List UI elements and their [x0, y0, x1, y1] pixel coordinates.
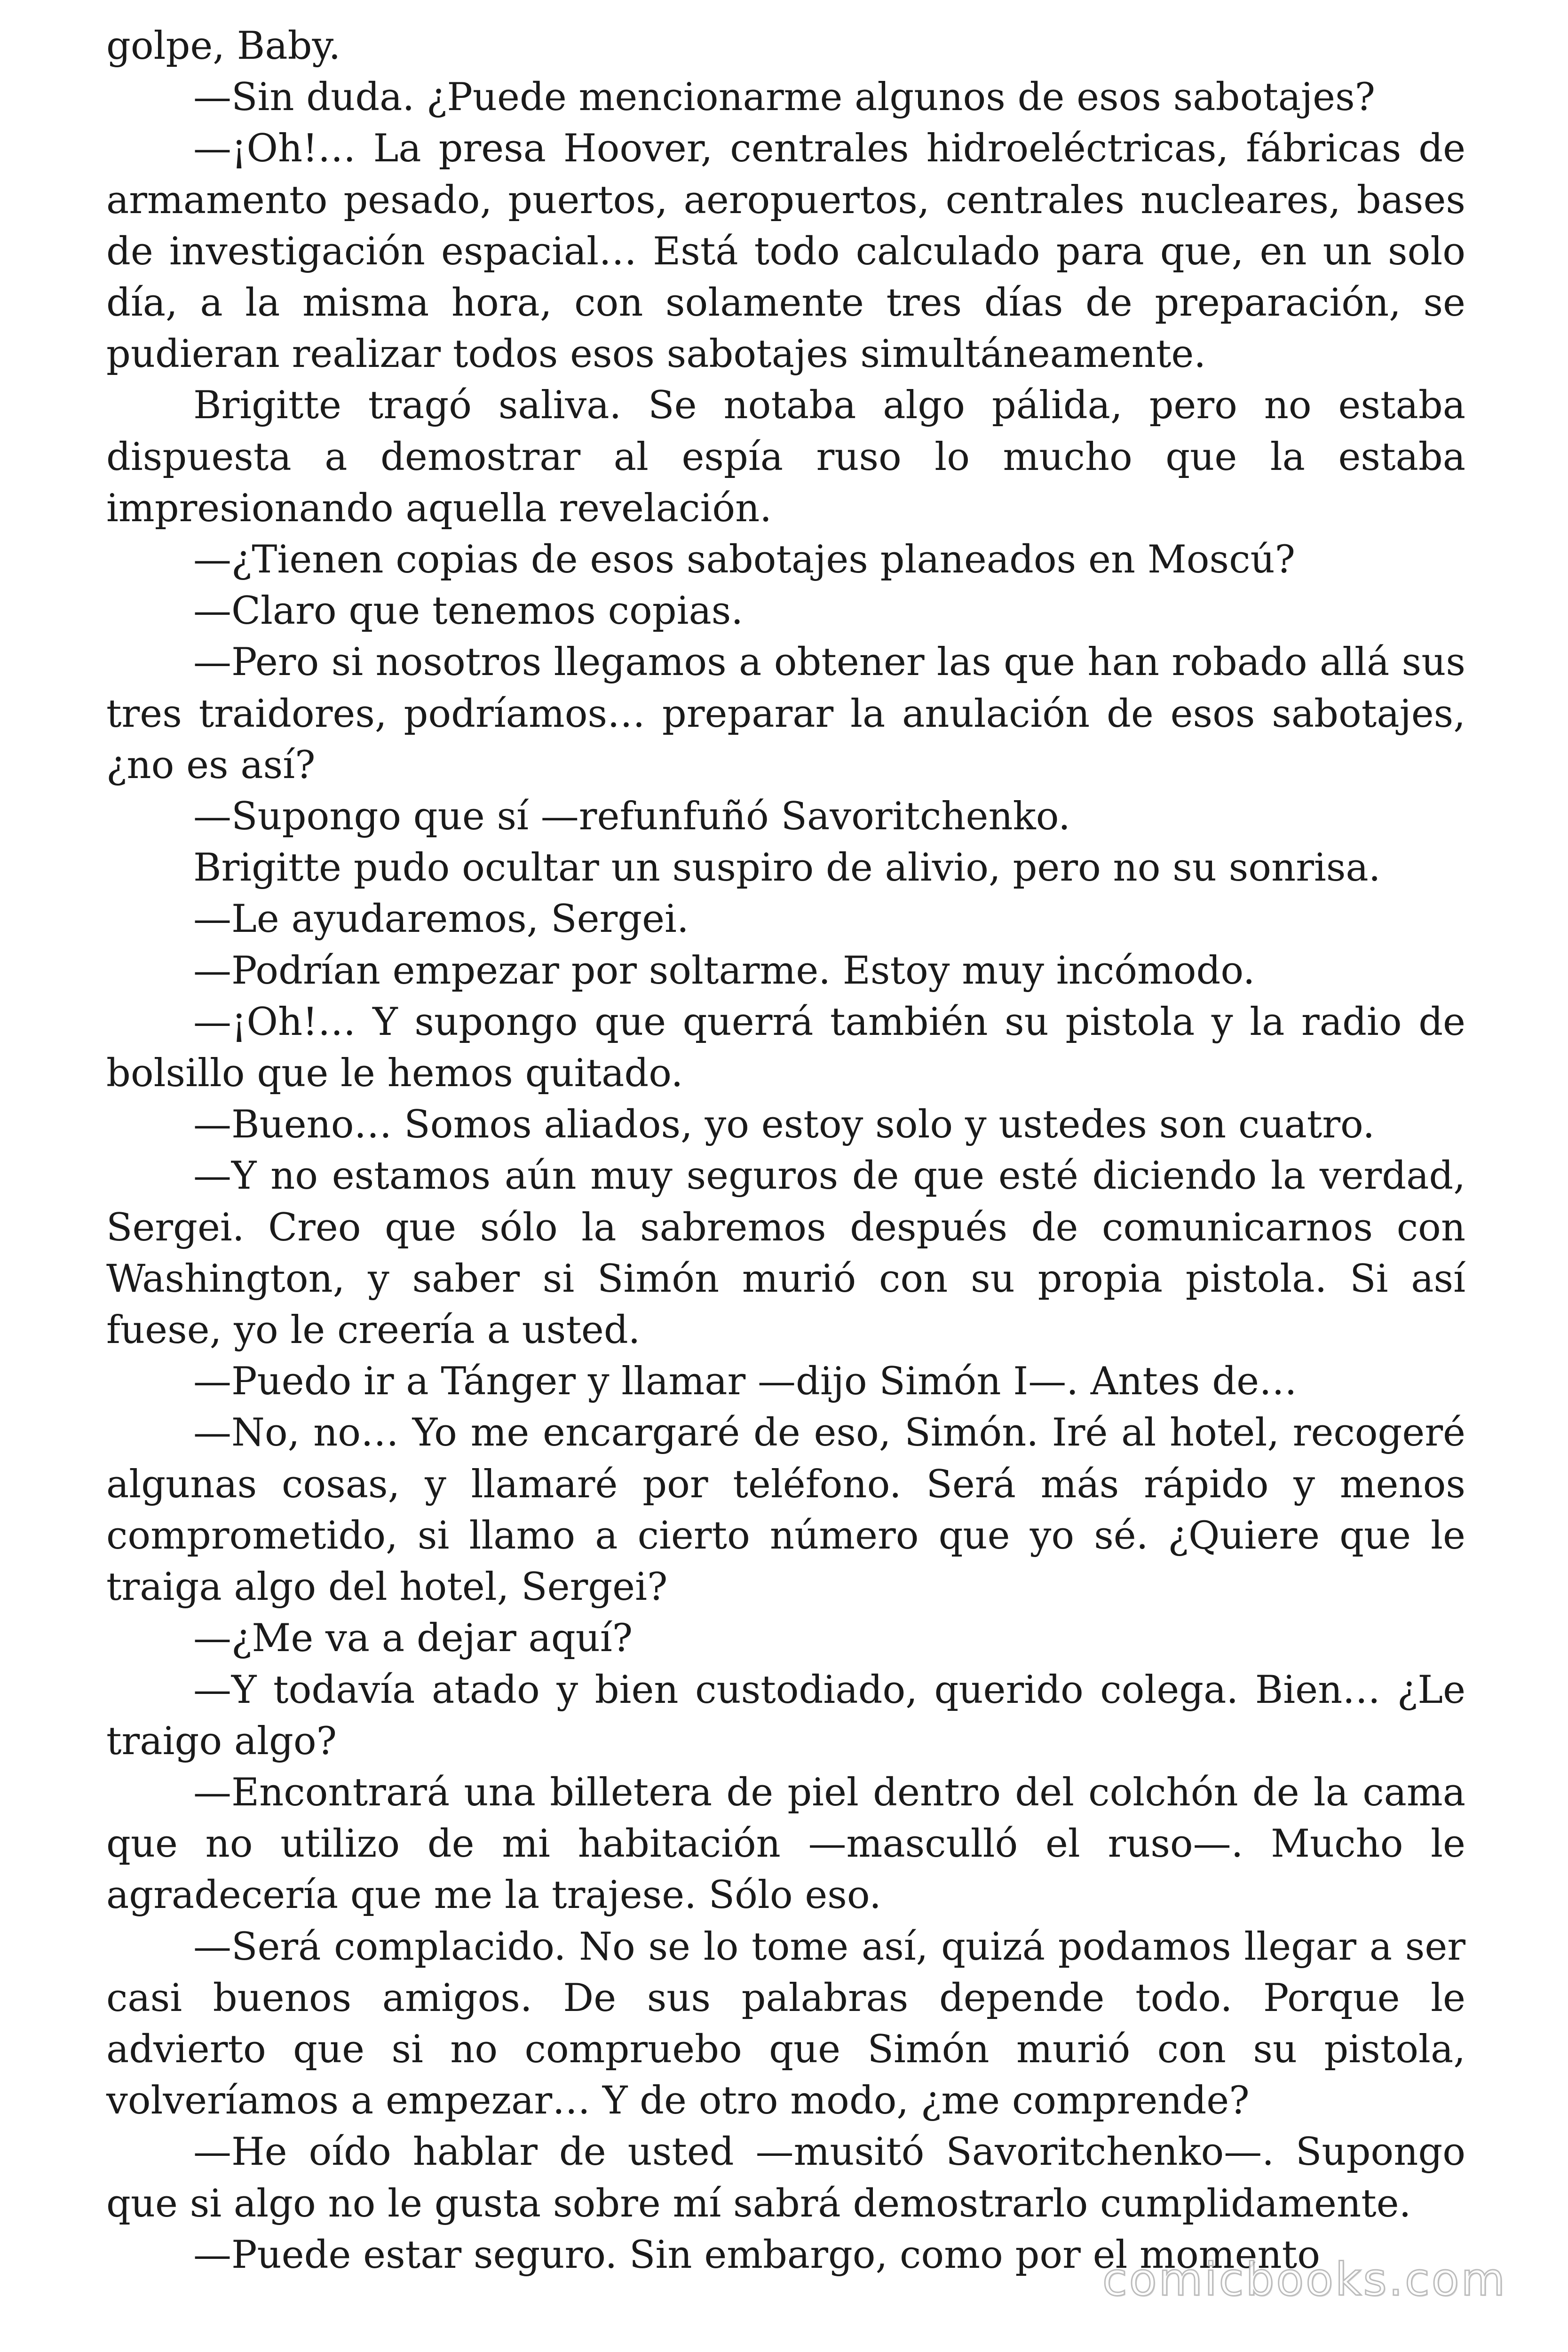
paragraph: —Y todavía atado y bien custodiado, querido colega. Bien… ¿Le traigo algo? — [106, 1668, 1465, 1764]
book-page-text — [106, 21, 1465, 2281]
paragraph: Brigitte pudo ocultar un suspiro de alivio, pero no su sonrisa. — [193, 846, 1381, 890]
paragraph: —¿Tienen copias de esos sabotajes planeados en Moscú? — [193, 538, 1296, 582]
paragraph: —Y no estamos aún muy seguros de que esté diciendo la verdad, Sergei. Creo que sólo la sabremos después de comunicarnos con Washington, y saber si Simón murió con su propia pistola. Si así fuese, yo le creería a usted. — [106, 1154, 1465, 1353]
paragraph: —Claro que tenemos copias. — [193, 589, 744, 634]
paragraph: —Le ayudaremos, Sergei. — [193, 897, 689, 942]
paragraph-last: —Puede estar seguro. Sin embargo, como por el momento — [193, 2233, 1320, 2277]
paragraph: —¡Oh!… La presa Hoover, centrales hidroeléctricas, fábricas de armamento pesado, puertos, aeropuertos, centrales nucleares, bases de investigación espacial… Está todo calculado para que, en un solo día, a la misma hora, con solamente tres días de preparación, se pudieran realizar todos esos sabotajes simultáneamente. — [106, 127, 1465, 377]
paragraph: —Encontrará una billetera de piel dentro del colchón de la cama que no utilizo de mi habitación —masculló el ruso—. Mucho le agradecería que me la trajese. Sólo eso. — [106, 1770, 1465, 1918]
paragraph: —Sin duda. ¿Puede mencionarme algunos de esos sabotajes? — [193, 75, 1376, 120]
paragraph: —He oído hablar de usted —musitó Savoritchenko—. Supongo que si algo no le gusta sobre mí sabrá demostrarlo cumplidamente. — [106, 2130, 1465, 2226]
paragraph: —Será complacido. No se lo tome así, quizá podamos llegar a ser casi buenos amigos. De sus palabras depende todo. Porque le advierto que si no compruebo que Simón murió con su pistola, volveríamos a empezar… Y de otro modo, ¿me comprende? — [106, 1924, 1465, 2123]
paragraph: —No, no… Yo me encargaré de eso, Simón. Iré al hotel, recogeré algunas cosas, y llamaré por teléfono. Será más rápido y menos comprometido, si llamo a cierto número que yo sé. ¿Quiere que le traiga algo del hotel, Sergei? — [106, 1411, 1465, 1610]
paragraph: —Pero si nosotros llegamos a obtener las que han robado allá sus tres traidores, podríamos… preparar la anulación de esos sabotajes, ¿no es así? — [106, 640, 1465, 787]
paragraph-continuation: golpe, Baby. — [106, 24, 341, 68]
paragraph: —Supongo que sí —refunfuñó Savoritchenko. — [193, 795, 1070, 839]
paragraph: —Podrían empezar por soltarme. Estoy muy incómodo. — [193, 948, 1255, 993]
paragraph: —Bueno… Somos aliados, yo estoy solo y ustedes son cuatro. — [193, 1103, 1375, 1147]
watermark: comicbooks.com — [1102, 2253, 1507, 2306]
paragraph: —¡Oh!… Y supongo que querrá también su pistola y la radio de bolsillo que le hemos quitado. — [106, 1000, 1465, 1096]
paragraph: Brigitte tragó saliva. Se notaba algo pálida, pero no estaba dispuesta a demostrar al espía ruso lo mucho que la estaba impresionando aquella revelación. — [106, 383, 1465, 531]
paragraph: —¿Me va a dejar aquí? — [193, 1616, 633, 1661]
paragraph: —Puedo ir a Tánger y llamar —dijo Simón I—. Antes de… — [193, 1359, 1298, 1404]
